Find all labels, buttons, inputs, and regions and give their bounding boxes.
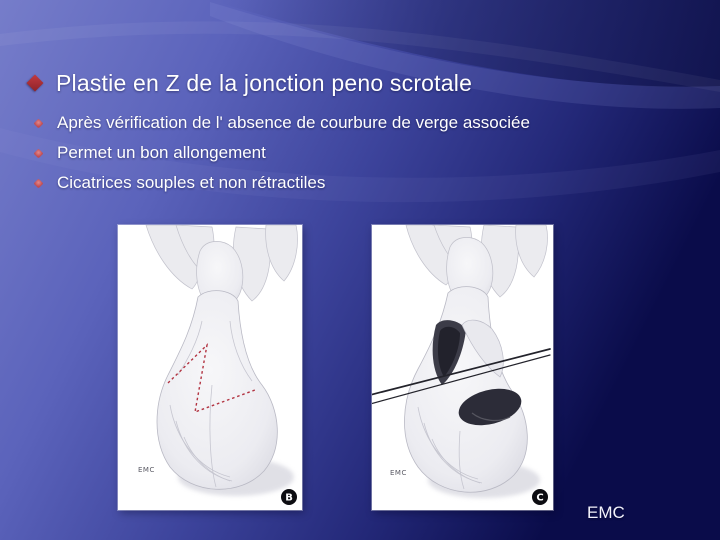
bullet-text: Après vérification de l' absence de courbure de verge associée — [57, 113, 530, 132]
emc-watermark: EMC — [390, 469, 407, 477]
small-diamond-bullet-icon — [34, 118, 44, 128]
bullet-text: Cicatrices souples et non rétractiles — [57, 173, 326, 192]
footer-credit: EMC — [587, 503, 625, 522]
bullet-list — [35, 108, 530, 198]
bullet-item — [35, 138, 530, 168]
figure-label: C — [536, 492, 544, 504]
slide-title-row — [29, 66, 472, 100]
emc-watermark: EMC — [138, 466, 155, 474]
bullet-text: Permet un bon allongement — [57, 143, 266, 162]
figure-b-zplasty-marking — [118, 225, 302, 510]
slide-title: Plastie en Z de la jonction peno scrotale — [56, 69, 473, 96]
small-diamond-bullet-icon — [34, 178, 44, 188]
diamond-bullet-icon — [27, 75, 44, 92]
figure-c-incision-opened — [372, 225, 553, 510]
small-diamond-bullet-icon — [34, 148, 44, 158]
bullet-item — [35, 108, 530, 138]
bullet-item — [35, 168, 530, 198]
figure-label: B — [285, 492, 293, 504]
